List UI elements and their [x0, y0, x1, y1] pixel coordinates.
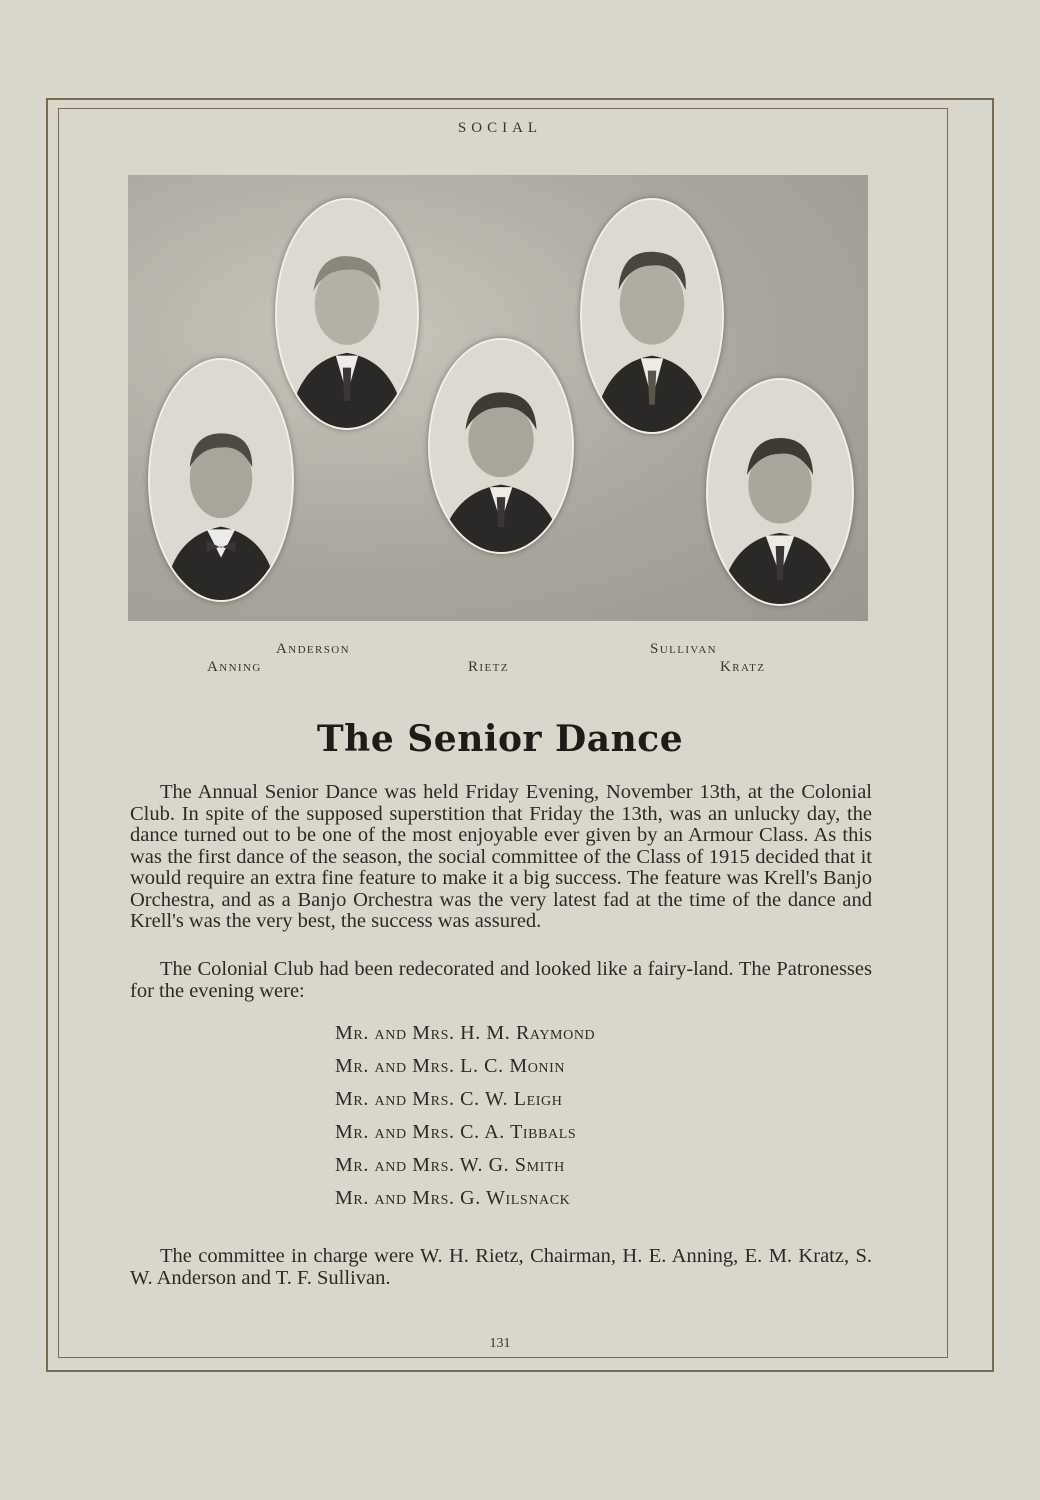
caption-rietz: Rietz: [468, 659, 509, 675]
section-header: SOCIAL: [457, 120, 543, 136]
portrait-anderson: [275, 198, 419, 430]
patron-item: Mr. and Mrs. H. M. Raymond: [335, 1022, 596, 1044]
portrait-rietz: [428, 338, 574, 554]
caption-anderson: Anderson: [276, 641, 350, 657]
paragraph-1: The Annual Senior Dance was held Friday Evening, November 13th, at the Colonial Club. In spite of the supposed superstition that Friday the 13th, was an unlucky day, the dance turned out to be one of the most enjoyable ever given by an Armour Class. As this was the first dance of the season, the social committee of the Class of 1915 decided that it would require an extra fine feature to make it a big success. The feature was Krell's Banjo Orchestra, and as a Banjo Orchestra was the very latest fad at the time of the dance and Krell's was the very best, the success was assured.: [130, 781, 872, 932]
portrait-panel: [128, 175, 868, 621]
patron-item: Mr. and Mrs. G. Wilsnack: [335, 1187, 571, 1209]
patron-item: Mr. and Mrs. C. W. Leigh: [335, 1088, 563, 1110]
paragraph-2: The Colonial Club had been redecorated and looked like a fairy-land. The Patronesses for the evening were:: [130, 958, 872, 1002]
paragraph-3: The committee in charge were W. H. Rietz, Chairman, H. E. Anning, E. M. Kratz, S. W. Anderson and T. F. Sullivan.: [130, 1245, 872, 1289]
patron-item: Mr. and Mrs. C. A. Tibbals: [335, 1121, 577, 1143]
article-title: The Senior Dance: [316, 718, 684, 760]
portrait-anning: [148, 358, 294, 602]
caption-anning: Anning: [207, 659, 262, 675]
patroness-list: [335, 1022, 755, 1220]
caption-kratz: Kratz: [720, 659, 766, 675]
portrait-kratz: [706, 378, 854, 606]
patron-item: Mr. and Mrs. L. C. Monin: [335, 1055, 566, 1077]
page-number: 131: [489, 1336, 511, 1351]
caption-sullivan: Sullivan: [650, 641, 718, 657]
patron-item: Mr. and Mrs. W. G. Smith: [335, 1154, 565, 1176]
portrait-sullivan: [580, 198, 724, 434]
